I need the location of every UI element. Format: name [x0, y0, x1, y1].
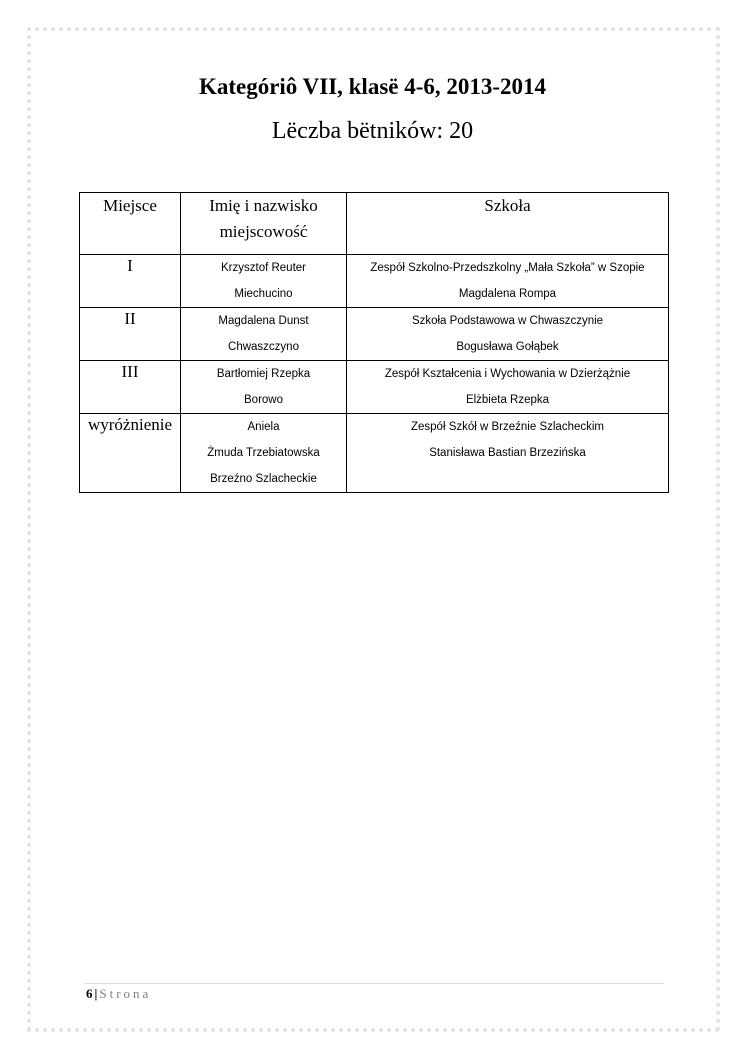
table-header-row [80, 193, 669, 255]
teacher-name: Elżbieta Rzepka [465, 394, 550, 406]
table-row [80, 308, 669, 361]
name-cell [181, 255, 347, 308]
teacher-name: Bogusława Gołąbek [456, 341, 559, 353]
student-town: Brzeźno Szlacheckie [210, 473, 317, 485]
footer-separator: | [94, 986, 98, 1001]
school-cell [347, 414, 669, 493]
school-cell [347, 361, 669, 414]
header-name-line1: Imię i nazwisko [209, 196, 318, 215]
table-row [80, 255, 669, 308]
school-name: Zespół Szkół w Brzeźnie Szlacheckim [410, 421, 604, 433]
footer-divider [84, 983, 664, 984]
student-first-name: Aniela [247, 421, 280, 433]
student-town: Borowo [244, 394, 283, 406]
school-name: Zespół Szkolno-Przedszkolny „Mała Szkoła” w Szopie [370, 262, 645, 274]
header-name [181, 193, 347, 255]
teacher-name: Stanisława Bastian Brzezińska [429, 447, 586, 459]
page-footer [86, 986, 151, 1002]
school-name: Szkoła Podstawowa w Chwaszczynie [411, 315, 604, 327]
student-town: Chwaszczyno [228, 341, 299, 353]
name-cell [181, 308, 347, 361]
header-school: Szkoła [347, 193, 669, 255]
student-name: Magdalena Dunst [218, 315, 309, 327]
page-border [27, 27, 720, 1032]
table-row [80, 414, 669, 493]
page-title: Kategóriô VII, klasë 4-6, 2013-2014 [198, 74, 547, 99]
page-label: Strona [99, 986, 152, 1001]
place-cell: II [80, 308, 181, 361]
student-name: Bartłomiej Rzepka [216, 368, 311, 380]
name-cell [181, 414, 347, 493]
results-table [79, 192, 669, 493]
table-row [80, 361, 669, 414]
place-cell: wyróżnienie [80, 414, 181, 493]
place-cell: III [80, 361, 181, 414]
student-town: Miechucino [234, 288, 293, 300]
participant-count: Lëczba bëtników: 20 [271, 118, 474, 144]
header-name-line2: miejscowość [219, 222, 308, 241]
student-last-name: Żmuda Trzebiatowska [207, 447, 320, 459]
school-cell [347, 308, 669, 361]
name-cell [181, 361, 347, 414]
page-number: 6 [86, 986, 93, 1001]
student-name: Krzysztof Reuter [221, 262, 306, 274]
teacher-name: Magdalena Rompa [458, 288, 557, 300]
header-place: Miejsce [80, 193, 181, 255]
place-cell: I [80, 255, 181, 308]
school-cell [347, 255, 669, 308]
school-name: Zespół Kształcenia i Wychowania w Dzierżążnie [384, 368, 631, 380]
